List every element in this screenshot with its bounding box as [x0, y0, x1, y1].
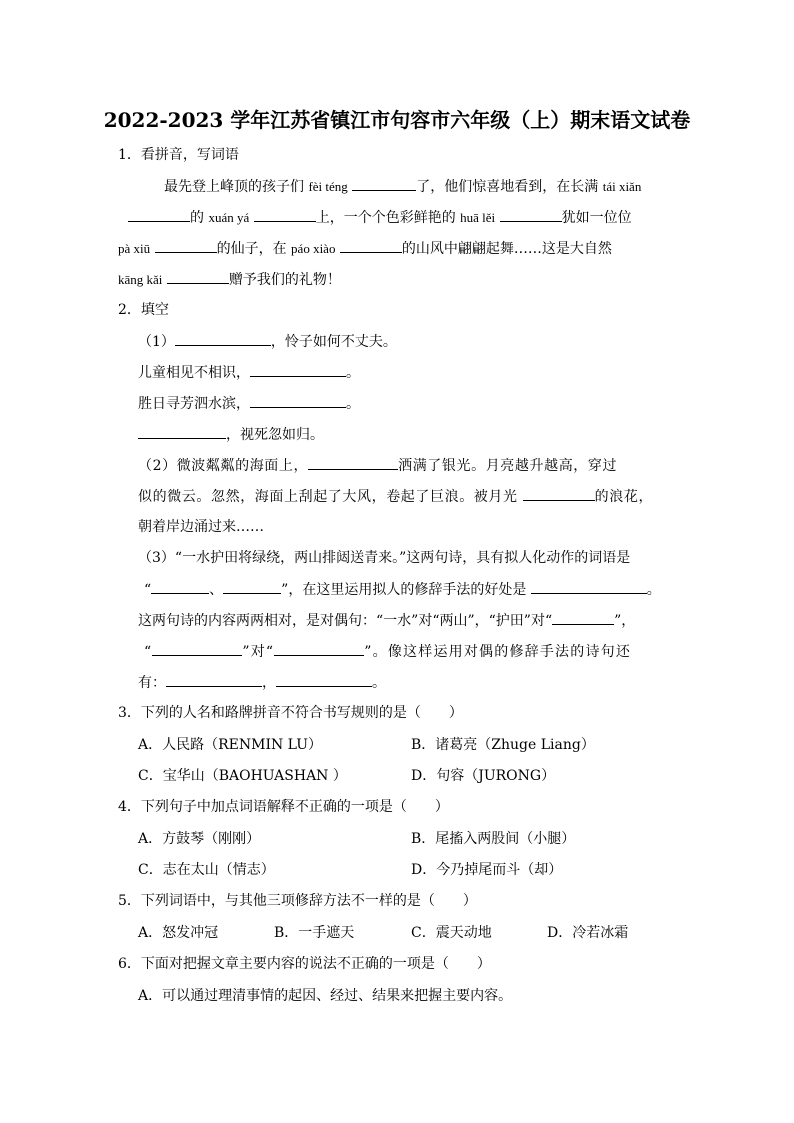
answer-blank[interactable] — [166, 673, 262, 687]
pinyin: tái xiǎn — [602, 179, 642, 194]
q1-text: 的 — [190, 210, 204, 226]
answer-blank[interactable] — [352, 177, 416, 191]
q2-text: ”对“ — [242, 644, 275, 660]
q2-text: 。 — [346, 396, 360, 412]
q2-text: 。 — [646, 582, 661, 598]
pinyin: fèi téng — [308, 179, 348, 194]
q5-option-c[interactable]: C．震天动地 — [411, 925, 492, 941]
answer-blank[interactable] — [167, 270, 229, 284]
q2-part3-line2 — [144, 580, 661, 599]
q2-text: （2）微波粼粼的海面上， — [138, 458, 309, 474]
q2-text: （1） — [138, 334, 175, 350]
q4-option-b[interactable]: B．尾搐入两股间（小腿） — [411, 831, 576, 847]
q2-part2-line2 — [138, 487, 653, 506]
answer-blank[interactable] — [250, 363, 346, 377]
q5-option-a[interactable]: A．怒发冲冠 — [138, 925, 219, 941]
q2-text: 有： — [138, 675, 166, 691]
q3-option-d[interactable]: D．句容（JURONG） — [411, 768, 556, 784]
answer-blank[interactable] — [552, 611, 614, 625]
q2-text: 胜日寻芳泗水滨， — [138, 396, 250, 412]
q2-text: ”， — [614, 613, 636, 629]
q1-text: 上，一个个色彩鲜艳的 — [315, 210, 456, 226]
q1-text: 了，他们惊喜地看到，在长满 — [416, 179, 599, 195]
q2-part3-line4 — [144, 642, 631, 661]
answer-blank[interactable] — [155, 239, 217, 253]
q3-heading: 3．下列的人名和路牌拼音不符合书写规则的是（ ） — [118, 705, 463, 721]
pinyin: huā lěi — [460, 210, 496, 225]
q1-text: 的山风中翩翩起舞……这是大自然 — [401, 241, 612, 257]
q1-line-2 — [128, 208, 632, 227]
answer-blank[interactable] — [138, 425, 226, 439]
pinyin: pà xiū — [118, 241, 151, 256]
q3-option-a[interactable]: A．人民路（RENMIN LU） — [138, 737, 323, 753]
q2-part1-line4 — [138, 425, 324, 444]
q1-text: 犹如一位位 — [561, 210, 632, 226]
q2-text: “ — [144, 644, 153, 660]
answer-blank[interactable] — [175, 332, 271, 346]
answer-blank[interactable] — [152, 642, 242, 656]
answer-blank[interactable] — [340, 239, 402, 253]
q1-line-4 — [118, 270, 341, 289]
q1-line-1 — [164, 177, 641, 196]
q2-text: ，怜子如何不丈夫。 — [270, 334, 397, 350]
q2-text: “ — [144, 582, 152, 598]
q5-option-d[interactable]: D．冷若冰霜 — [547, 925, 629, 941]
answer-blank[interactable] — [250, 394, 346, 408]
answer-blank[interactable] — [500, 208, 562, 222]
q6-heading: 6．下面对把握文章主要内容的说法不正确的一项是（ ） — [118, 956, 491, 972]
q4-option-d[interactable]: D．今乃掉尾而斗（却） — [411, 862, 563, 878]
q1-text: 的仙子，在 — [216, 241, 287, 257]
answer-blank[interactable] — [276, 673, 372, 687]
q2-part3-line3 — [138, 611, 635, 630]
answer-blank[interactable] — [274, 642, 364, 656]
q2-text: ， — [262, 675, 276, 691]
q5-heading: 5．下列词语中，与其他三项修辞方法不一样的是（ ） — [118, 893, 477, 909]
q2-part1-line2 — [138, 363, 360, 382]
q4-option-c[interactable]: C．志在太山（情志） — [138, 862, 275, 878]
q2-part3-line1: （3）“一水护田将绿绕，两山排闼送青来。”这两句诗，具有拟人化动作的词语是 — [138, 550, 631, 566]
q2-part2-line3: 朝着岸边涌过来…… — [138, 519, 264, 535]
q2-text: 洒满了银光。月亮越升越高，穿过 — [398, 458, 618, 474]
q2-text: 这两句诗的内容两两相对，是对偶句：“一水”对“两山”，“护田”对“ — [138, 613, 553, 629]
q3-option-b[interactable]: B．诸葛亮（Zhuge Liang） — [411, 737, 595, 753]
q3-option-c[interactable]: C．宝华山（BAOHUASHAN ） — [138, 768, 347, 784]
pinyin: xuán yá — [208, 210, 250, 225]
q1-heading: 1．看拼音，写词语 — [118, 147, 239, 163]
q2-text: 。 — [346, 365, 360, 381]
q2-text: 、 — [209, 582, 224, 598]
q2-text: 儿童相见不相识， — [138, 365, 250, 381]
pinyin: kāng kǎi — [118, 272, 163, 287]
q1-text: 最先登上峰顶的孩子们 — [164, 179, 304, 195]
answer-blank[interactable] — [523, 487, 595, 501]
answer-blank[interactable] — [531, 580, 647, 594]
exam-title: 2022-2023 学年江苏省镇江市句容市六年级（上）期末语文试卷 — [103, 108, 691, 132]
q2-part1-line3 — [138, 394, 360, 413]
q2-heading: 2．填空 — [118, 302, 169, 318]
q2-text: 似的微云。忽然，海面上刮起了大风，卷起了巨浪。被月光 — [138, 489, 518, 505]
q2-part1-line1 — [138, 332, 397, 351]
q2-text: 的浪花， — [594, 489, 654, 505]
answer-blank[interactable] — [151, 580, 209, 594]
q1-line-3 — [118, 239, 612, 258]
q2-text: ，视死忽如归。 — [226, 427, 324, 443]
q2-text: ”。像这样运用对偶的修辞手法的诗句还 — [364, 644, 632, 660]
q2-part3-line5 — [138, 673, 386, 692]
answer-blank[interactable] — [308, 456, 398, 470]
q5-option-b[interactable]: B．一手遮天 — [274, 925, 355, 941]
q6-option-a[interactable]: A．可以通过理清事情的起因、经过、结果来把握主要内容。 — [138, 988, 513, 1004]
q2-part2-line1 — [138, 456, 617, 475]
answer-blank[interactable] — [254, 208, 316, 222]
answer-blank[interactable] — [223, 580, 281, 594]
answer-blank[interactable] — [128, 208, 190, 222]
q4-option-a[interactable]: A．方鼓琴（刚刚） — [138, 831, 261, 847]
q2-text: ”，在这里运用拟人的修辞手法的好处是 — [281, 582, 527, 598]
q1-text: 赠予我们的礼物！ — [228, 272, 341, 288]
q4-heading: 4．下列句子中加点词语解释不正确的一项是（ ） — [118, 799, 449, 815]
pinyin: páo xiào — [291, 241, 336, 256]
q2-text: 。 — [372, 675, 386, 691]
